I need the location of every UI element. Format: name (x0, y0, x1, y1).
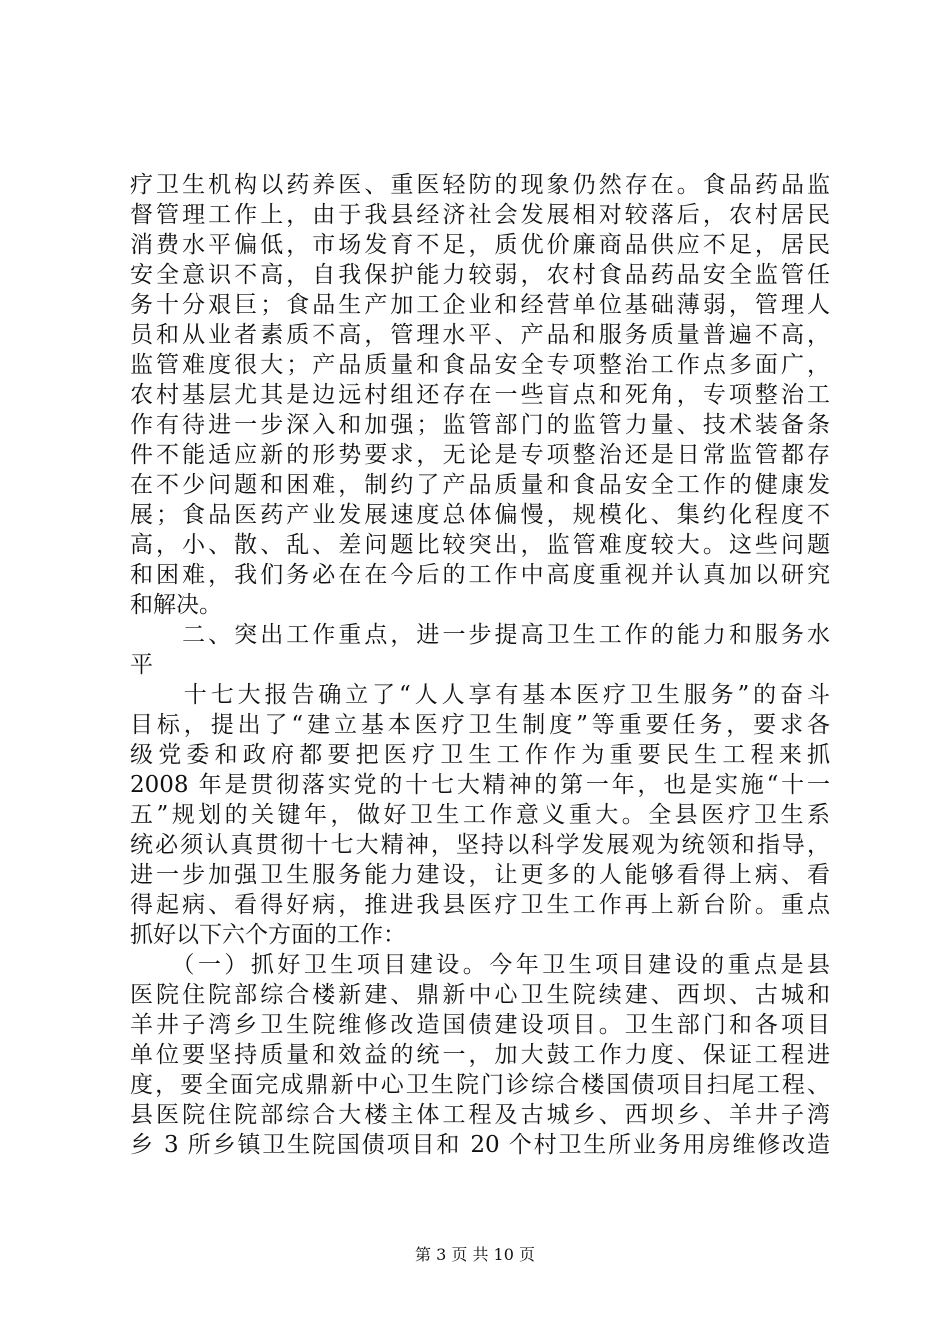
text-line: 乡 3 所乡镇卫生院国债项目和 20 个村卫生所业务用房维修改造 (130, 1132, 830, 1158)
page-number-footer: 第 3 页 共 10 页 (415, 1245, 535, 1264)
text-line: 县医院住院部综合大楼主体工程及古城乡、西坝乡、羊井子湾 (130, 1102, 830, 1128)
text-line: 安全意识不高，自我保护能力较弱，农村食品药品安全监管任 (130, 262, 830, 288)
text-line: 医院住院部综合楼新建、鼎新中心卫生院续建、西坝、古城和 (130, 982, 830, 1008)
text-line: 五”规划的关键年，做好卫生工作意义重大。全县医疗卫生系 (130, 802, 830, 828)
text-line: 羊井子湾乡卫生院维修改造国债建设项目。卫生部门和各项目 (130, 1012, 830, 1038)
section-heading-line: 二、突出工作重点，进一步提高卫生工作的能力和服务水 (130, 622, 830, 648)
text-line: 作有待进一步深入和加强；监管部门的监管力量、技术装备条 (130, 412, 830, 438)
text-line: 进一步加强卫生服务能力建设，让更多的人能够看得上病、看 (130, 862, 830, 888)
text-line: 得起病、看得好病，推进我县医疗卫生工作再上新台阶。重点 (130, 892, 830, 918)
document-body (130, 170, 830, 1160)
text-line: 和困难，我们务必在在今后的工作中高度重视并认真加以研究 (130, 562, 830, 588)
text-line: 农村基层尤其是边远村组还存在一些盲点和死角，专项整治工 (130, 382, 830, 408)
text-line: 和解决。 (130, 592, 222, 618)
text-line: 级党委和政府都要把医疗卫生工作作为重要民生工程来抓 (130, 742, 830, 768)
text-line: 疗卫生机构以药养医、重医轻防的现象仍然存在。食品药品监 (130, 172, 830, 198)
text-line: 统必须认真贯彻十七大精神，坚持以科学发展观为统领和指导， (130, 832, 830, 858)
section-heading-line: 平 (130, 652, 153, 678)
text-line: 在不少问题和困难，制约了产品质量和食品安全工作的健康发 (130, 472, 830, 498)
text-line: 度，要全面完成鼎新中心卫生院门诊综合楼国债项目扫尾工程、 (130, 1072, 830, 1098)
text-line: 目标，提出了“建立基本医疗卫生制度”等重要任务，要求各 (130, 712, 830, 738)
text-line: 单位要坚持质量和效益的统一，加大鼓工作力度、保证工程进 (130, 1042, 830, 1068)
text-line: 消费水平偏低，市场发育不足，质优价廉商品供应不足，居民 (130, 232, 830, 258)
text-line: 员和从业者素质不高，管理水平、产品和服务质量普遍不高， (130, 322, 830, 348)
text-line: 十七大报告确立了“人人享有基本医疗卫生服务”的奋斗 (130, 682, 830, 708)
text-line: 展；食品医药产业发展速度总体偏慢，规模化、集约化程度不 (130, 502, 830, 528)
text-line: （一）抓好卫生项目建设。今年卫生项目建设的重点是县 (130, 952, 830, 978)
text-line: 督管理工作上，由于我县经济社会发展相对较落后，农村居民 (130, 202, 830, 228)
text-line: 2008 年是贯彻落实党的十七大精神的第一年，也是实施“十一 (130, 772, 830, 798)
text-line: 监管难度很大；产品质量和食品安全专项整治工作点多面广， (130, 352, 830, 378)
text-line: 件不能适应新的形势要求，无论是专项整治还是日常监管都存 (130, 442, 830, 468)
text-line: 务十分艰巨；食品生产加工企业和经营单位基础薄弱，管理人 (130, 292, 830, 318)
text-line: 高，小、散、乱、差问题比较突出，监管难度较大。这些问题 (130, 532, 830, 558)
text-line: 抓好以下六个方面的工作： (130, 922, 406, 948)
